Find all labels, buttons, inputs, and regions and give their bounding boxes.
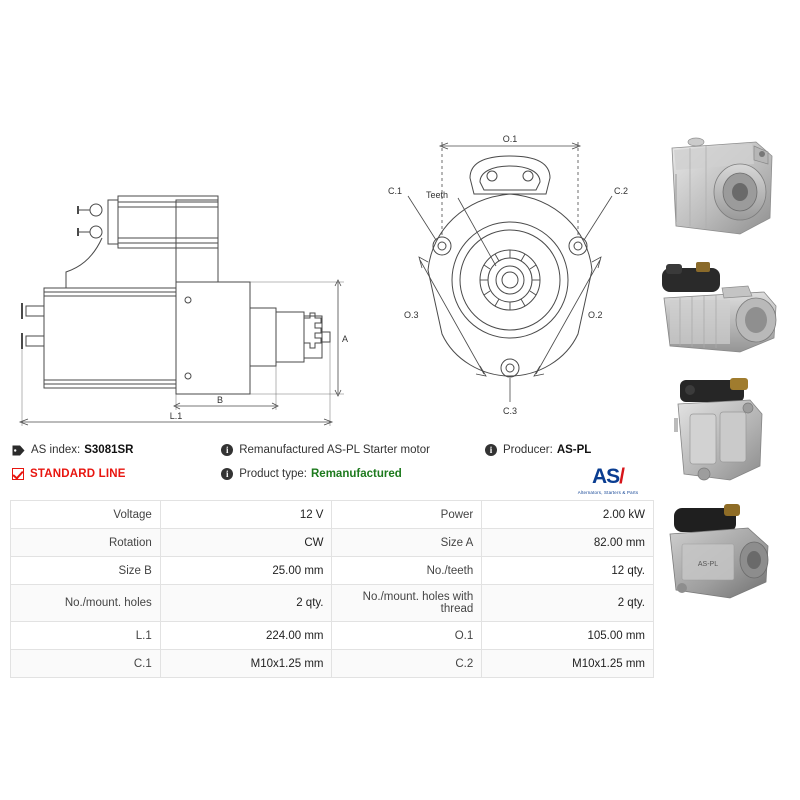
- spec-value: 12 V: [160, 501, 332, 529]
- starter-photo-front-angle: [644, 130, 792, 248]
- spec-key: C.1: [11, 650, 161, 678]
- spec-key: No./mount. holes with thread: [332, 585, 482, 622]
- svg-text:AS-PL: AS-PL: [697, 561, 719, 568]
- spec-key: O.1: [332, 622, 482, 650]
- front-view-drawing: [360, 120, 660, 430]
- brand-mark: [592, 466, 624, 487]
- teeth-label: Teeth: [426, 190, 449, 200]
- spec-value: 2 qty.: [482, 585, 654, 622]
- producer-label: Producer:: [502, 444, 553, 456]
- product-photo-column: [644, 130, 792, 618]
- spec-value: CW: [160, 529, 332, 557]
- technical-drawings: [0, 110, 660, 430]
- table-row: [11, 529, 654, 557]
- brand-slash: /: [619, 465, 625, 488]
- spec-value: 2.00 kW: [482, 501, 654, 529]
- check-icon: [12, 468, 24, 480]
- front-view-svg: [360, 120, 660, 430]
- spec-value: M10x1.25 mm: [482, 650, 654, 678]
- starter-photo-side: [644, 252, 792, 370]
- product-type-value: Remanufactured: [311, 468, 402, 480]
- product-type-block: [221, 468, 485, 480]
- info-line-1: [12, 444, 652, 456]
- brand-logo: [566, 466, 650, 495]
- spec-key: No./mount. holes: [11, 585, 161, 622]
- spec-value: 224.00 mm: [160, 622, 332, 650]
- table-row: [11, 585, 654, 622]
- side-view-drawing: [8, 140, 348, 430]
- dim-o2-label: O.2: [588, 310, 603, 320]
- info-line-2: [12, 468, 652, 480]
- starter-photo-dark-angle: [644, 496, 792, 614]
- spec-value: M10x1.25 mm: [160, 650, 332, 678]
- dim-o3-label: O.3: [404, 310, 419, 320]
- info-icon-type: i: [221, 468, 233, 480]
- dim-c2-label: C.2: [614, 186, 629, 196]
- dim-c1-label: C.1: [388, 186, 403, 196]
- spec-key: Voltage: [11, 501, 161, 529]
- dim-l1-label: L.1: [169, 411, 183, 421]
- standard-line-label: STANDARD LINE: [30, 468, 126, 480]
- dim-a-label: A: [342, 334, 348, 344]
- as-index-label: AS index:: [31, 444, 81, 456]
- spec-key: No./teeth: [332, 557, 482, 585]
- spec-key: L.1: [11, 622, 161, 650]
- spec-key: Power: [332, 501, 482, 529]
- product-type-label: Product type:: [239, 468, 307, 480]
- spec-value: 2 qty.: [160, 585, 332, 622]
- product-desc-block: [221, 444, 485, 456]
- starter-photo-rear: [644, 374, 792, 492]
- spec-key: Size B: [11, 557, 161, 585]
- spec-key: C.2: [332, 650, 482, 678]
- dim-o1-label: O.1: [502, 134, 518, 144]
- table-row: [11, 501, 654, 529]
- as-index-block: [12, 444, 221, 456]
- brand-tagline: Alternators, Starters & Parts: [577, 490, 639, 495]
- info-icon-producer: i: [485, 444, 497, 456]
- spec-key: Rotation: [11, 529, 161, 557]
- table-row: [11, 622, 654, 650]
- table-row: [11, 557, 654, 585]
- spec-value: 82.00 mm: [482, 529, 654, 557]
- spec-value: 12 qty.: [482, 557, 654, 585]
- as-index-value: S3081SR: [84, 444, 134, 456]
- dim-c3-label: C.3: [502, 406, 518, 416]
- spec-value: 25.00 mm: [160, 557, 332, 585]
- producer-block: [485, 444, 652, 456]
- standard-line-block: [12, 468, 221, 480]
- info-bar: [12, 444, 652, 492]
- side-view-svg: [8, 140, 348, 430]
- spec-key: Size A: [332, 529, 482, 557]
- producer-value: AS-PL: [556, 444, 592, 456]
- info-icon: i: [221, 444, 233, 456]
- brand-mark-text: AS: [591, 465, 620, 488]
- table-row: [11, 650, 654, 678]
- dim-b-label: B: [216, 395, 224, 405]
- spec-table: [10, 500, 654, 678]
- tag-icon: [12, 445, 25, 456]
- spec-value: 105.00 mm: [482, 622, 654, 650]
- product-desc: Remanufactured AS-PL Starter motor: [239, 444, 430, 456]
